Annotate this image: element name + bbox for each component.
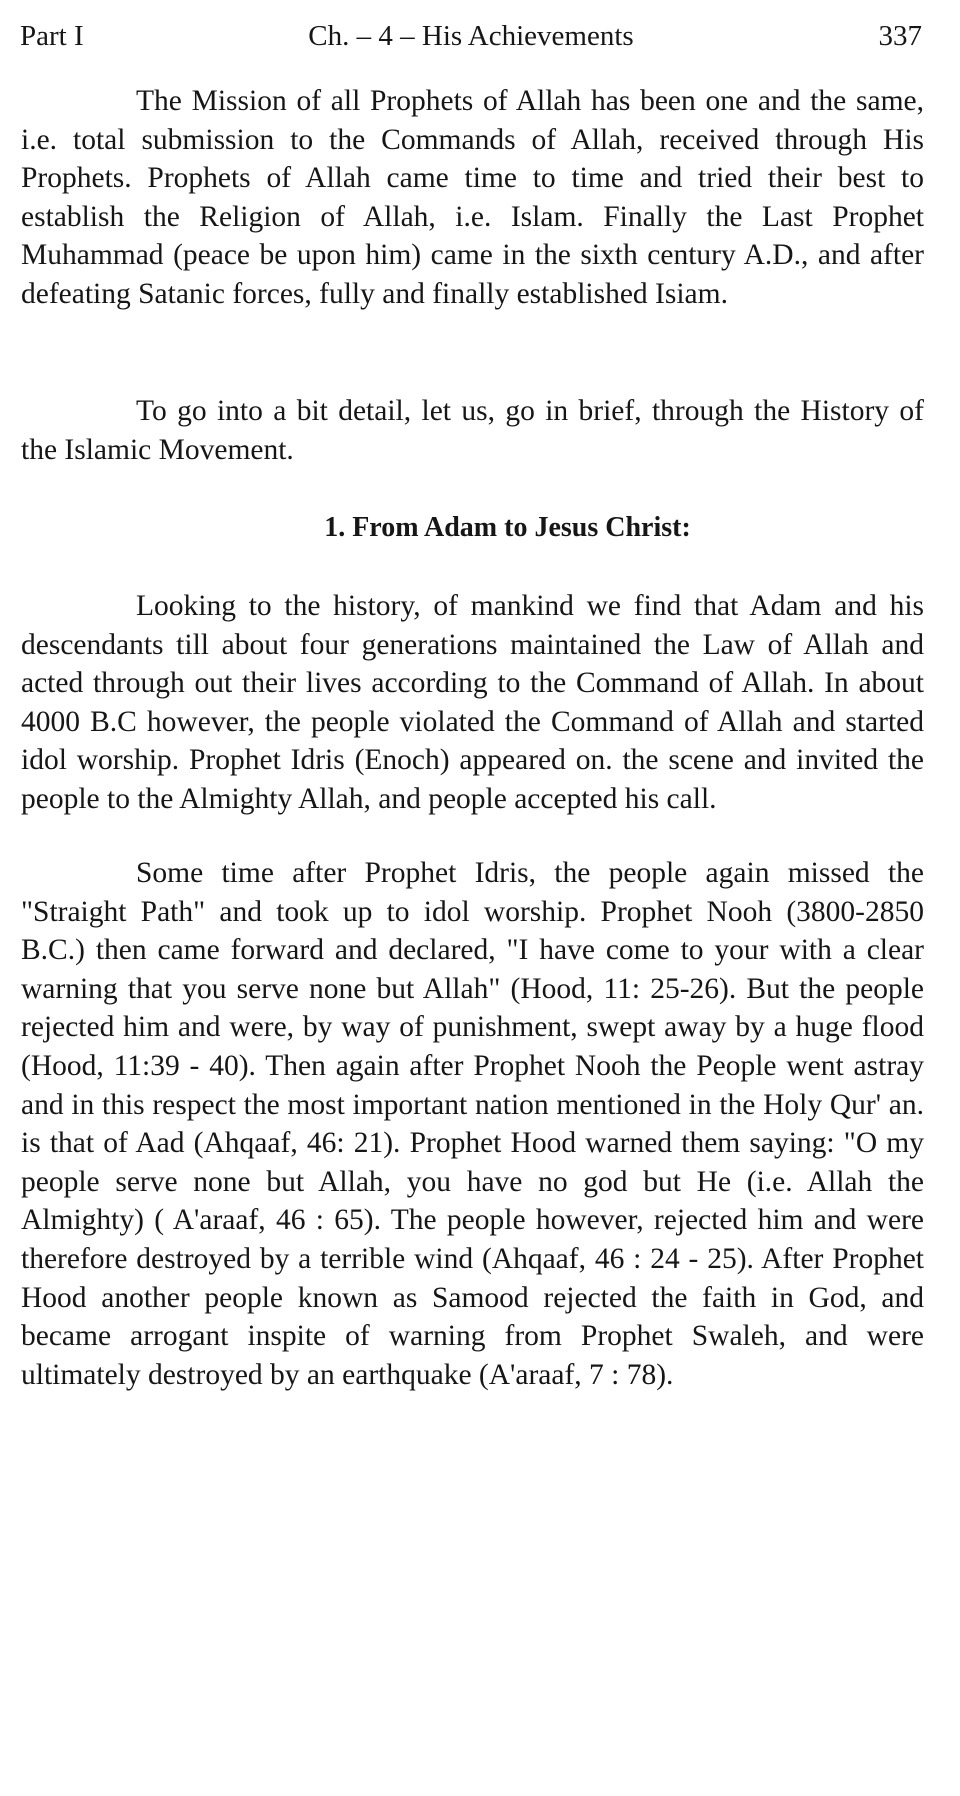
paragraph-mission-of-prophets: The Mission of all Prophets of Allah has been one and the same, i.e. total submission to the Commands of Allah, received through His Prophets. Prophets of Allah came time to time and tried their best to establish the Religion of Allah, i.e. Islam. Finally the Last Prophet Muhammad (peace be upon him) came in the sixth century A.D., and after defeating Satanic forces, fully and finally established Isiam. — [21, 85, 924, 310]
header-chapter-title: Ch. – 4 – His Achievements — [308, 20, 634, 52]
paragraph-nooh-hood-swaleh: Some time after Prophet Idris, the people again missed the "Straight Path" and took up to idol worship. Prophet Nooh (3800-2850 B.C.) then came forward and declared, "I have come to your with a clear warning that you serve none but Allah" (Hood, 11: 25-26). But the people rejected him and were, by way of punishment, swept away by a huge flood (Hood, 11:39 - 40). Then again after Prophet Nooh the People went astray and in this respect the most important nation mentioned in the Holy Qur' an. is that of Aad (Ahqaaf, 46: 21). Prophet Hood warned them saying: "O my people serve none but Allah, you have no god but He (i.e. Allah the Almighty) ( A'araaf, 46 : 65). The people however, rejected him and were therefore destroyed by a terrible wind (Ahqaaf, 46 : 24 - 25). After Prophet Hood another people known as Samood rejected the faith in God, and became arrogant inspite of warning from Prophet Swaleh, and were ultimately destroyed by an earthquake (A'araaf, 7 : 78). — [21, 857, 924, 1391]
page-number: 337 — [878, 20, 922, 52]
header-part: Part I — [20, 20, 84, 52]
paragraph-adam-to-idris: Looking to the history, of mankind we find that Adam and his descendants till about four generations maintained the Law of Allah and acted through out their lives according to the Command of Allah. In about 4000 B.C however, the people violated the Command of Allah and started idol worship. Prophet Idris (Enoch) appeared on. the scene and invited the people to the Almighty Allah, and people accepted his call. — [21, 590, 924, 815]
paragraph-intro-history: To go into a bit detail, let us, go in brief, through the History of the Islamic Movement. — [21, 395, 924, 466]
section-heading: 1. From Adam to Jesus Christ: — [324, 512, 691, 543]
running-header — [20, 16, 922, 56]
